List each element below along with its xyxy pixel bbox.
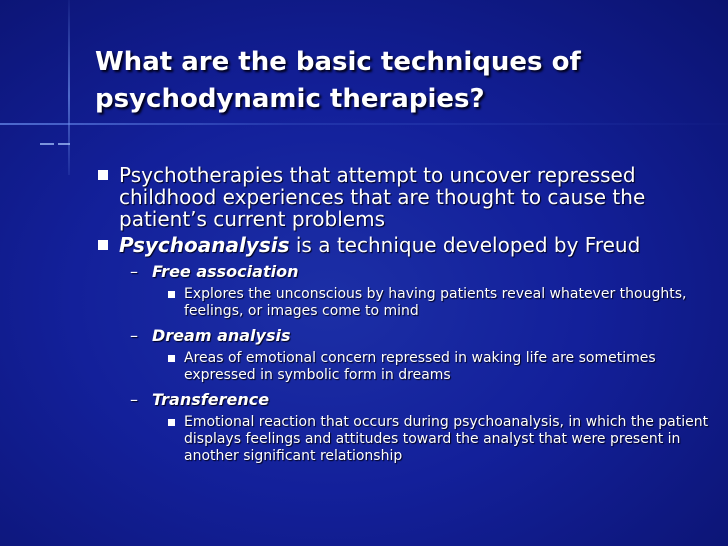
dash-marker: – [130,326,138,345]
square-bullet-icon [168,419,175,426]
decorative-horizontal-line [0,123,728,125]
dash-marker: – [130,262,138,281]
sub-sub-item-text: Areas of emotional concern repressed in waking life are sometimes expressed in symbolic form in dreams [184,350,656,383]
sub-item-label: Transference [152,390,270,409]
bullet-emphasis: Psychoanalysis [119,233,290,257]
sub-item-label: Dream analysis [152,326,291,345]
sub-item-label: Free association [152,262,299,281]
sub-sub-item [167,286,715,320]
sub-sub-item [167,414,715,465]
sub-item-heading [130,262,715,282]
sub-sub-item [167,350,715,384]
square-bullet-icon [98,240,108,250]
sub-sub-item-text: Explores the unconscious by having patients reveal whatever thoughts, feelings, or images come to mind [184,286,687,319]
sub-sub-item-text: Emotional reaction that occurs during psychoanalysis, in which the patient displays feelings and attitudes toward the analyst that were present in another significant relationship [184,414,709,464]
sub-item-heading [130,326,715,346]
slide-decoration [0,0,92,546]
slide-body [97,164,715,465]
decorative-dash [40,143,54,145]
sub-item-heading [130,390,715,410]
square-bullet-icon [168,355,175,362]
dash-marker: – [130,390,138,409]
decorative-dash [58,143,70,145]
square-bullet-icon [168,291,175,298]
slide-title: What are the basic techniques of psychodynamic therapies? [95,47,581,114]
bullet-item [97,234,715,256]
decorative-vertical-line [68,0,70,175]
bullet-text: Psychotherapies that attempt to uncover repressed childhood experiences that are thought to cause the patient’s current problems [119,163,646,231]
square-bullet-icon [98,170,108,180]
bullet-text: is a technique developed by Freud [289,233,641,257]
bullet-item [97,164,715,230]
